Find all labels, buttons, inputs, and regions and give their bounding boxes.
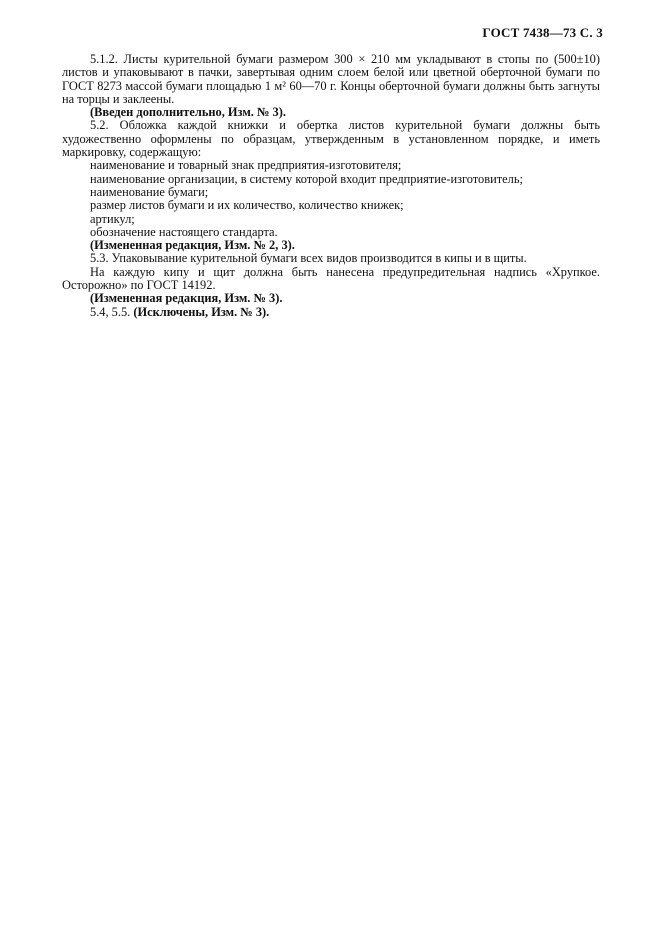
clause-number: 5.4, 5.5. <box>90 304 134 319</box>
clause-5-3: 5.3. Упаковывание курительной бумаги всех видов производится в кипы и в щиты. <box>90 251 527 266</box>
amendment-note: (Введен дополнительно, Изм. № 3). <box>90 105 286 120</box>
excluded-note: (Исключены, Изм. № 3). <box>133 304 270 319</box>
list-item: артикул; <box>90 211 135 226</box>
amendment-note: (Измененная редакция, Изм. № 2, 3). <box>90 238 295 253</box>
list-item: наименование организации, в систему которой входит предприятие-изготовитель; <box>90 171 523 186</box>
document-body <box>62 53 600 319</box>
clause-5-1-2: 5.1.2. Листы курительной бумаги размером 300 × 210 мм укладывают в стопы по (500±10) листов и упаковывают в пачки, завертывая одним слоем белой или цветной оберточной бумаги по ГОСТ 8273 массой бумаги площадью 1 м² 60—70 г. Концы оберточной бумаги должны быть загнуты на торцы и заклеены. <box>62 52 600 106</box>
clause-5-2: 5.2. Обложка каждой книжки и обертка листов курительной бумаги должны быть художественно оформлены по образцам, утвержденным в установленном порядке, и иметь маркировку, содержащую: <box>62 118 600 160</box>
amendment-note: (Измененная редакция, Изм. № 3). <box>90 291 283 306</box>
list-item: наименование и товарный знак предприятия-изготовителя; <box>90 158 402 173</box>
warning-label-paragraph: На каждую кипу и щит должна быть нанесена предупредительная надпись «Хрупкое. Осторожно» по ГОСТ 14192. <box>62 264 600 293</box>
clause-5-4-5-5 <box>62 306 600 319</box>
list-item: обозначение настоящего стандарта. <box>90 224 278 239</box>
list-item: размер листов бумаги и их количество, количество книжек; <box>90 198 404 213</box>
page-header: ГОСТ 7438—73 С. 3 <box>482 25 603 40</box>
list-item: наименование бумаги; <box>90 184 209 199</box>
